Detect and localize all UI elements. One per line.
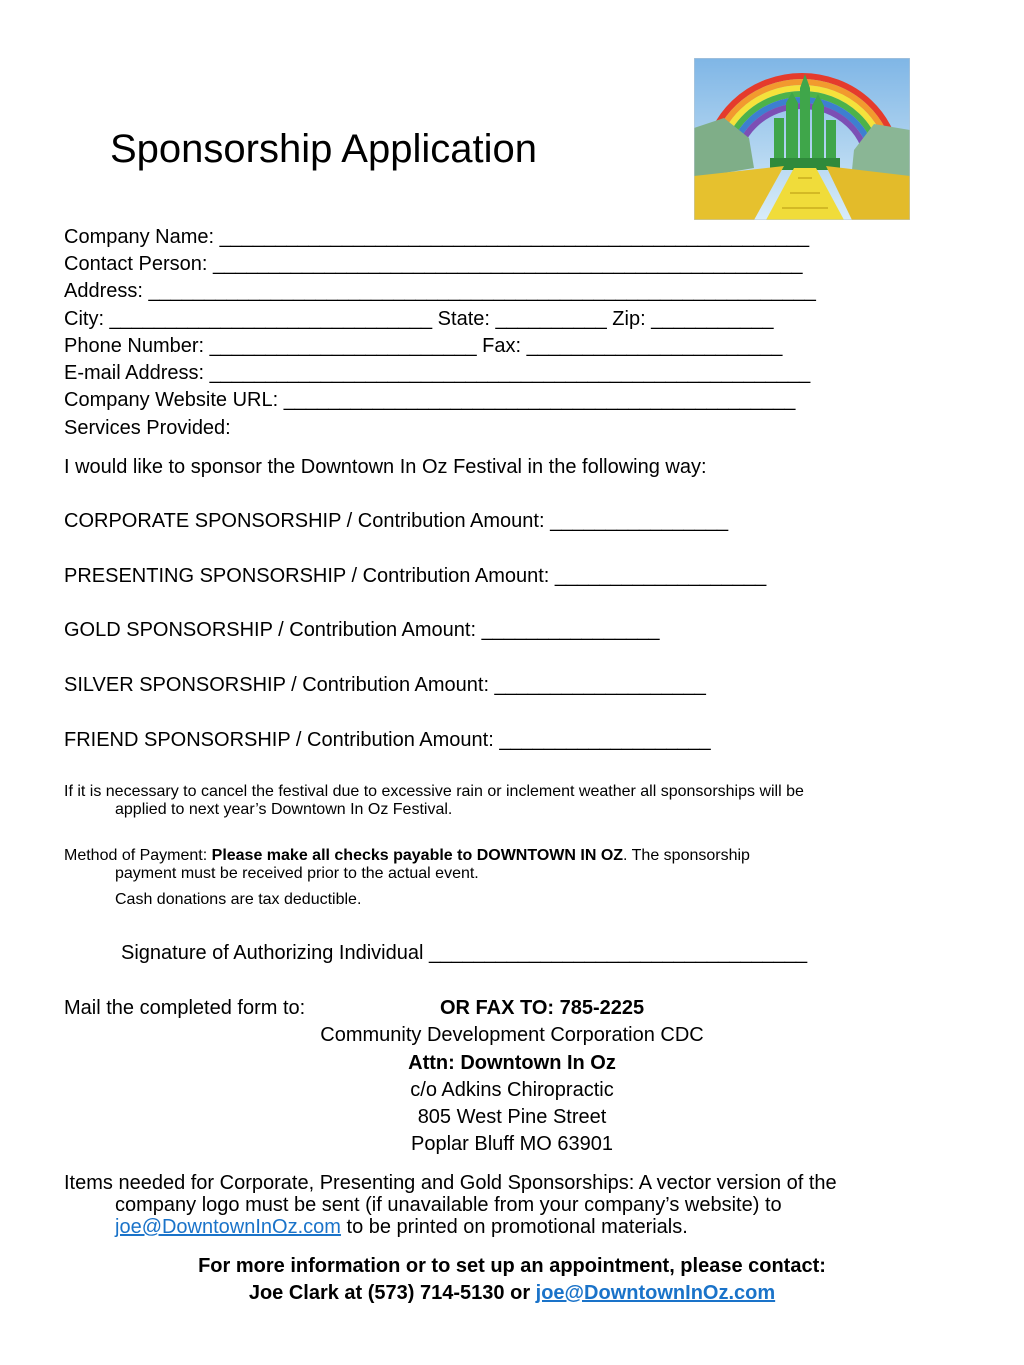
contact-email-link[interactable]: joe@DowntownInOz.com	[535, 1282, 776, 1304]
items-needed-end	[115, 1214, 688, 1240]
company-name-field: Company Name: _____________________________________________________	[64, 226, 810, 248]
address-org: Community Development Corporation CDC	[320, 1024, 704, 1046]
payment-label: Method of Payment:	[64, 847, 212, 864]
tax-deductible-note: Cash donations are tax deductible.	[115, 891, 362, 908]
fax-label: OR FAX TO: 785-2225	[440, 997, 645, 1019]
payment-method	[64, 846, 750, 865]
payment-payable-note: Please make all checks payable to DOWNTOWN IN OZ	[211, 847, 624, 864]
items-needed: Items needed for Corporate, Presenting and Gold Sponsorships: A vector version of the	[64, 1172, 837, 1194]
contact-name-phone: Joe Clark at (573) 714-5130 or	[248, 1282, 536, 1304]
address-city: Poplar Bluff MO 63901	[411, 1133, 613, 1155]
address-field: Address: ____________________________________________________________	[64, 280, 816, 302]
sponsor-intro: I would like to sponsor the Downtown In Oz Festival in the following way:	[64, 456, 707, 478]
signature-line: Signature of Authorizing Individual __________________________________	[121, 942, 808, 964]
contact-person-field: Contact Person: _____________________________________________________	[64, 253, 803, 275]
cancel-notice-cont: applied to next year’s Downtown In Oz Festival.	[115, 801, 453, 818]
friend-sponsorship-line: FRIEND SPONSORSHIP / Contribution Amount: ___________________	[64, 729, 711, 751]
items-email-link[interactable]: joe@DowntownInOz.com	[115, 1216, 341, 1238]
items-needed-cont: company logo must be sent (if unavailable from your company’s website) to	[115, 1194, 782, 1216]
email-field: E-mail Address: ______________________________________________________	[64, 362, 811, 384]
gold-sponsorship-line: GOLD SPONSORSHIP / Contribution Amount: ________________	[64, 619, 660, 641]
address-care-of: c/o Adkins Chiropractic	[410, 1079, 614, 1101]
mail-label: Mail the completed form to:	[64, 997, 306, 1019]
city-state-zip-field: City: _____________________________ State: __________ Zip: ___________	[64, 308, 774, 330]
address-attn: Attn: Downtown In Oz	[408, 1052, 616, 1074]
payment-rest: . The sponsorship	[623, 847, 750, 864]
silver-sponsorship-line: SILVER SPONSORSHIP / Contribution Amount: ___________________	[64, 674, 706, 696]
corporate-sponsorship-line: CORPORATE SPONSORSHIP / Contribution Amount: ________________	[64, 510, 729, 532]
cancel-notice: If it is necessary to cancel the festival due to excessive rain or inclement weather all sponsorships will be	[64, 783, 804, 800]
presenting-sponsorship-line: PRESENTING SPONSORSHIP / Contribution Amount: ___________________	[64, 565, 767, 587]
phone-fax-field: Phone Number: ________________________ Fax: _______________________	[64, 335, 783, 357]
items-needed-tail: to be printed on promotional materials.	[340, 1216, 688, 1238]
address-street: 805 West Pine Street	[417, 1106, 607, 1128]
page-title: Sponsorship Application	[110, 127, 537, 171]
emerald-city-logo	[694, 58, 910, 220]
website-url-field: Company Website URL: ______________________________________________	[64, 389, 796, 411]
contact-details	[0, 1280, 1024, 1306]
services-provided-field: Services Provided:	[64, 417, 231, 439]
payment-method-cont: payment must be received prior to the actual event.	[115, 865, 479, 882]
contact-heading: For more information or to set up an appointment, please contact:	[198, 1255, 826, 1277]
